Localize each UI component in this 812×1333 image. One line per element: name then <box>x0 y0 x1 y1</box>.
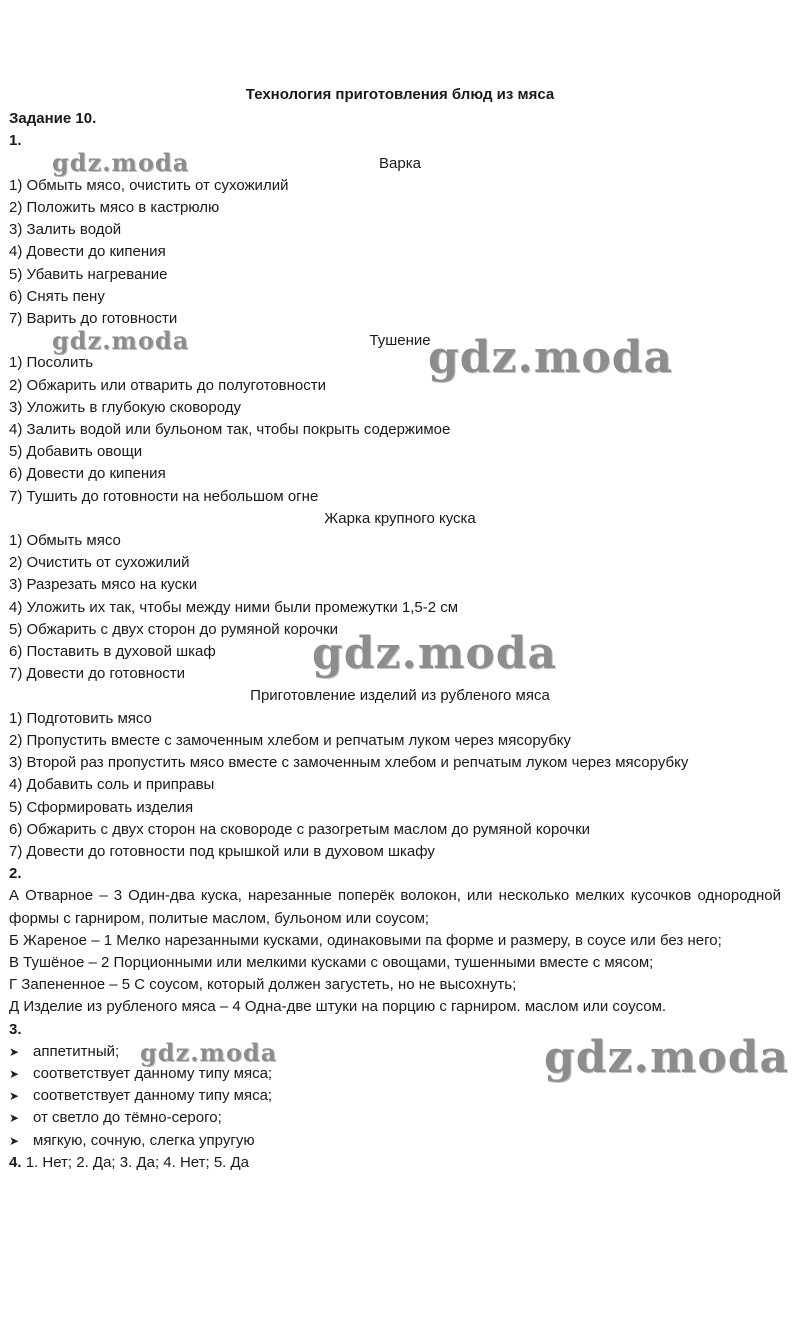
step-item: 5) Добавить овощи <box>9 443 143 461</box>
step-item: 5) Обжарить с двух сторон до румяной корочки <box>9 620 339 638</box>
step-item: 4) Добавить соль и приправы <box>9 776 215 794</box>
step-item: 7) Довести до готовности под крышкой или в духовом шкафу <box>9 842 435 860</box>
matching-line: Б Жареное – 1 Мелко нарезанными кусками, одинаковыми па форме и размеру, в соусе или без него; <box>9 931 722 949</box>
list-item-text: соответствует данному типу мяса; <box>33 1087 273 1105</box>
step-item: 4) Уложить их так, чтобы между ними были промежутки 1,5-2 см <box>9 598 459 616</box>
watermark-logo: gdz.moda <box>312 628 558 679</box>
step-item: 2) Обжарить или отварить до полуготовности <box>9 376 327 394</box>
part4-text: 1. Нет; 2. Да; 3. Да; 4. Нет; 5. Да <box>25 1153 250 1171</box>
step-item: 4) Залить водой или бульоном так, чтобы покрыть содержимое <box>9 421 451 439</box>
part4-label: 4. <box>9 1153 22 1171</box>
step-item: 6) Поставить в духовой шкаф <box>9 643 216 661</box>
step-item: 1) Обмыть мясо <box>9 532 121 550</box>
matching-line: Г Запененное – 5 С соусом, который должен загустеть, но не высохнуть; <box>9 976 517 994</box>
step-item: 7) Тушить до готовности на небольшом огне <box>9 487 319 505</box>
arrow-bullet-icon: ➤ <box>9 1089 20 1104</box>
step-item: 6) Обжарить с двух сторон на сковороде с разогретым маслом до румяной корочки <box>9 820 591 838</box>
list-item-text: аппетитный; <box>33 1042 120 1060</box>
task-label: Задание 10. <box>9 110 97 128</box>
step-item: 3) Залить водой <box>9 221 122 239</box>
list-item-text: от светло до тёмно-серого; <box>33 1109 222 1127</box>
step-item: 6) Довести до кипения <box>9 465 166 483</box>
watermark-logo: gdz.moda <box>52 326 190 355</box>
step-item: 1) Подготовить мясо <box>9 709 152 727</box>
step-item: 7) Варить до готовности <box>9 310 178 328</box>
list-item <box>9 1107 781 1129</box>
step-item: 3) Разрезать мясо на куски <box>9 576 198 594</box>
step-item: 2) Очистить от сухожилий <box>9 554 190 572</box>
arrow-bullet-icon: ➤ <box>9 1133 20 1148</box>
step-item: 3) Второй раз пропустить мясо вместе с замоченным хлебом и репчатым луком через мясорубку <box>9 754 689 772</box>
matching-line: А Отварное – 3 Один-два куска, нарезанные поперёк волокон, или несколько мелких кусочков однородной формы с гарниром, политые маслом, бульоном или соусом; <box>9 887 781 927</box>
step-item: 6) Снять пену <box>9 287 105 305</box>
list-item-text: соответствует данному типу мяса; <box>33 1064 273 1082</box>
list-item-text: мягкую, сочную, слегка упругую <box>33 1131 255 1149</box>
part1-label: 1. <box>9 132 22 150</box>
section-heading-stewing: Тушение <box>369 332 431 350</box>
step-item: 5) Убавить нагревание <box>9 265 168 283</box>
step-item: 1) Посолить <box>9 354 94 372</box>
step-item: 2) Пропустить вместе с замоченным хлебом и репчатым луком через мясорубку <box>9 731 572 749</box>
step-item: 1) Обмыть мясо, очистить от сухожилий <box>9 176 289 194</box>
section-heading-frying: Жарка крупного куска <box>324 509 476 527</box>
arrow-bullet-icon: ➤ <box>9 1111 20 1126</box>
step-item: 7) Довести до готовности <box>9 665 186 683</box>
document-title: Технология приготовления блюд из мяса <box>245 86 555 103</box>
matching-line: В Тушёное – 2 Порционными или мелкими кусками с овощами, тушенными вместе с мясом; <box>9 953 654 971</box>
part3-label: 3. <box>9 1020 22 1038</box>
arrow-bullet-icon: ➤ <box>9 1044 20 1059</box>
list-item <box>9 1130 781 1152</box>
watermark-logo: gdz.moda <box>140 1038 278 1067</box>
section-heading-minced: Приготовление изделий из рубленого мяса <box>250 687 550 705</box>
step-item: 3) Уложить в глубокую сковороду <box>9 398 241 416</box>
arrow-bullet-icon: ➤ <box>9 1066 20 1081</box>
section-heading-boiling: Варка <box>379 154 421 172</box>
matching-line: Д Изделие из рубленого мяса – 4 Одна-две штуки на порцию с гарниром. маслом или соусом. <box>9 998 667 1016</box>
watermark-logo: gdz.moda <box>544 1032 790 1083</box>
step-item: 5) Сформировать изделия <box>9 798 194 816</box>
step-item: 4) Довести до кипения <box>9 243 166 261</box>
watermark-logo: gdz.moda <box>52 148 190 177</box>
part2-label: 2. <box>9 865 22 883</box>
step-item: 2) Положить мясо в кастрюлю <box>9 199 220 217</box>
list-item <box>9 1085 781 1107</box>
watermark-logo: gdz.moda <box>428 332 674 383</box>
part4-answers <box>9 1152 781 1174</box>
